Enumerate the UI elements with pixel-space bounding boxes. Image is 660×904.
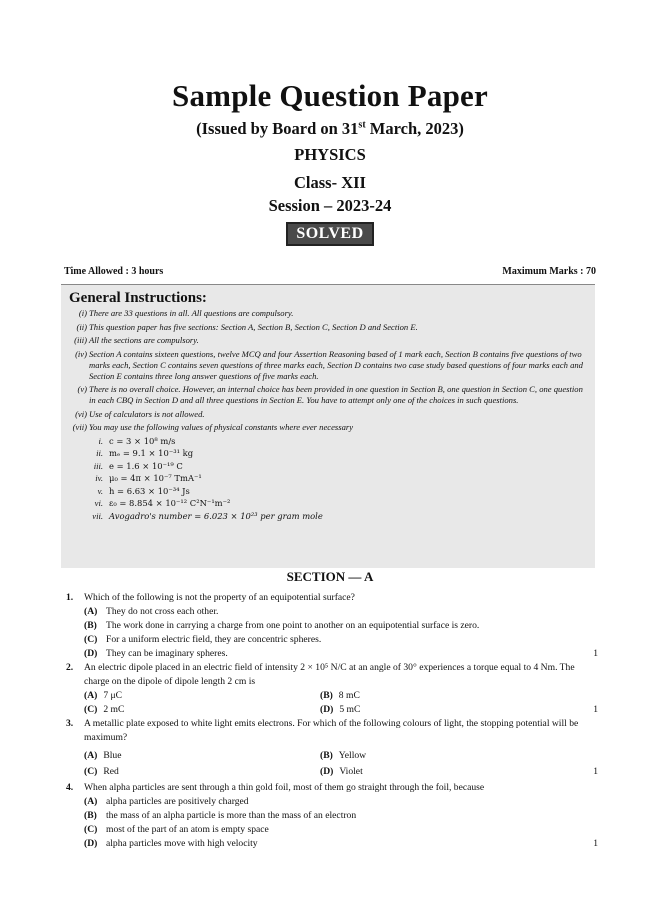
instruction-item bbox=[65, 335, 589, 346]
instruction-number: (ii) bbox=[76, 321, 87, 332]
option-label: (B) bbox=[84, 810, 97, 821]
constant-value: μ₀ = 4π × 10⁻⁷ TmA⁻¹ bbox=[109, 473, 202, 483]
question-text: Which of the following is not the property of an equipotential surface? bbox=[84, 592, 355, 603]
question-2 bbox=[62, 661, 598, 717]
option-b bbox=[320, 749, 366, 763]
exam-meta-row bbox=[64, 266, 596, 280]
constant-item bbox=[89, 448, 589, 461]
page-title: Sample Question Paper bbox=[172, 78, 488, 113]
question-mark: 1 bbox=[593, 766, 598, 777]
subtitle-post: March, 2023) bbox=[365, 119, 464, 138]
instruction-text: There is no overall choice. However, an internal choice has been provided in one question in Section B, one question in Section C, one question in each CBQ in Section D and all three questions in Section E. You have to attempt only one of the choices in such questions. bbox=[89, 384, 583, 405]
option-b bbox=[320, 689, 360, 703]
constant-item bbox=[89, 473, 589, 486]
option-label: (A) bbox=[84, 796, 98, 807]
option-label: (C) bbox=[84, 704, 98, 715]
instruction-item bbox=[65, 422, 589, 433]
section-heading: SECTION — A bbox=[286, 569, 374, 584]
option-label: (A) bbox=[84, 750, 98, 761]
option-a bbox=[84, 795, 598, 809]
solved-badge-wrap bbox=[0, 222, 660, 246]
question-number: 2. bbox=[66, 662, 74, 673]
instruction-text: All the sections are compulsory. bbox=[89, 335, 199, 345]
subtitle-sup: st bbox=[358, 119, 366, 131]
option-d bbox=[320, 703, 360, 717]
general-instructions-box bbox=[61, 284, 595, 568]
instruction-text: Section A contains sixteen questions, twelve MCQ and four Assertion Reasoning based of 1 mark each, Section B contains five questions of two marks each, Section C contains seven questions of three marks each, Section D contains two case study based questions of four marks each and Section E contains three long answer questions of five marks each. bbox=[89, 348, 583, 381]
constant-item bbox=[89, 436, 589, 449]
instruction-number: (v) bbox=[77, 384, 87, 394]
question-4 bbox=[62, 781, 598, 851]
option-row bbox=[84, 689, 598, 703]
question-text: A metallic plate exposed to white light emits electrons. For which of the following colours of light, the stopping potential will be maximum? bbox=[84, 718, 579, 743]
option-text: most of the part of an atom is empty space bbox=[106, 824, 269, 835]
question-number: 4. bbox=[66, 782, 74, 793]
option-c bbox=[84, 765, 119, 779]
subject-heading: PHYSICS bbox=[294, 145, 366, 164]
option-text: 8 mC bbox=[338, 690, 360, 701]
option-row bbox=[84, 703, 598, 717]
option-text: alpha particles are positively charged bbox=[106, 796, 249, 807]
question-mark: 1 bbox=[593, 704, 598, 715]
option-row bbox=[84, 765, 598, 779]
option-text: They do not cross each other. bbox=[106, 606, 219, 617]
question-mark: 1 bbox=[593, 838, 598, 849]
question-3 bbox=[62, 717, 598, 779]
option-label: (C) bbox=[84, 766, 98, 777]
instruction-number: (vii) bbox=[72, 422, 87, 432]
session-heading: Session – 2023-24 bbox=[268, 196, 392, 215]
constant-value: ε₀ = 8.854 × 10⁻¹² C²N⁻¹m⁻² bbox=[109, 498, 231, 508]
instruction-item bbox=[65, 409, 589, 420]
constant-item bbox=[89, 511, 589, 524]
question-mark: 1 bbox=[593, 648, 598, 659]
question-text: An electric dipole placed in an electric field of intensity 2 × 10⁵ N/C at an angle of 30° experiences a torque equal to 4 Nm. The charge on the dipole of dipole length 2 cm is bbox=[84, 662, 575, 687]
instruction-number: (vi) bbox=[75, 408, 87, 419]
constant-number: iv. bbox=[95, 473, 103, 483]
option-a bbox=[84, 689, 122, 703]
option-label: (D) bbox=[84, 648, 98, 659]
option-a bbox=[84, 749, 121, 763]
constant-value: mₑ = 9.1 × 10⁻³¹ kg bbox=[109, 448, 194, 458]
option-c bbox=[84, 823, 598, 837]
constant-item bbox=[89, 486, 589, 499]
option-text: For a uniform electric field, they are concentric spheres. bbox=[106, 634, 322, 645]
constant-number: vii. bbox=[92, 510, 103, 521]
option-row bbox=[84, 749, 598, 763]
option-label: (D) bbox=[84, 838, 98, 849]
instruction-number: (iii) bbox=[74, 335, 87, 345]
option-text: Violet bbox=[339, 766, 363, 777]
option-label: (B) bbox=[84, 620, 97, 631]
class-heading: Class- XII bbox=[294, 173, 366, 192]
option-a bbox=[84, 605, 598, 619]
option-text: 2 mC bbox=[103, 704, 125, 715]
option-text: Blue bbox=[103, 750, 122, 761]
option-d bbox=[84, 837, 598, 851]
constant-value: e = 1.6 × 10⁻¹⁹ C bbox=[109, 460, 183, 471]
option-text: The work done in carrying a charge from one point to another on an equipotential surface is zero. bbox=[106, 620, 480, 631]
option-b bbox=[84, 809, 598, 823]
maximum-marks: Maximum Marks : 70 bbox=[502, 266, 596, 277]
time-allowed: Time Allowed : 3 hours bbox=[64, 266, 164, 277]
option-label: (B) bbox=[320, 750, 333, 761]
option-text: 5 mC bbox=[339, 704, 361, 715]
option-label: (C) bbox=[84, 824, 98, 835]
option-text: Red bbox=[103, 766, 119, 777]
constant-value: Avogadro's number = 6.023 × 10²³ per gram mole bbox=[109, 510, 323, 521]
instruction-item bbox=[65, 322, 589, 333]
constant-number: iii. bbox=[93, 460, 103, 471]
general-instructions-title: General Instructions: bbox=[69, 290, 207, 306]
instruction-item bbox=[65, 308, 589, 319]
instruction-text: You may use the following values of physical constants where ever necessary bbox=[89, 422, 354, 432]
option-text: the mass of an alpha particle is more than the mass of an electron bbox=[106, 810, 357, 821]
option-c bbox=[84, 633, 598, 647]
option-b bbox=[84, 619, 598, 633]
option-text: Yellow bbox=[338, 750, 367, 761]
question-number: 3. bbox=[66, 718, 74, 729]
constant-number: i. bbox=[98, 435, 103, 446]
option-label: (D) bbox=[320, 766, 334, 777]
constant-item bbox=[89, 498, 589, 511]
option-text: 7 μC bbox=[103, 690, 123, 701]
constant-item bbox=[89, 461, 589, 474]
question-1 bbox=[62, 591, 598, 661]
constant-value: c = 3 × 10⁸ m/s bbox=[109, 435, 176, 446]
instructions-list bbox=[65, 308, 589, 523]
instruction-text: There are 33 questions in all. All questions are compulsory. bbox=[89, 308, 294, 318]
option-label: (A) bbox=[84, 606, 98, 617]
constant-number: ii. bbox=[96, 448, 103, 458]
option-c bbox=[84, 703, 124, 717]
constant-number: v. bbox=[97, 485, 103, 496]
option-label: (A) bbox=[84, 690, 98, 701]
question-text: When alpha particles are sent through a thin gold foil, most of them go straight through the foil, because bbox=[84, 782, 485, 793]
option-d bbox=[320, 765, 363, 779]
option-text: They can be imaginary spheres. bbox=[106, 648, 228, 659]
subtitle-pre: (Issued by Board on 31 bbox=[196, 119, 359, 138]
option-label: (C) bbox=[84, 634, 98, 645]
option-label: (D) bbox=[320, 704, 334, 715]
instruction-number: (i) bbox=[78, 308, 87, 318]
constant-number: vi. bbox=[94, 498, 103, 508]
question-number: 1. bbox=[66, 592, 74, 603]
solved-badge: SOLVED bbox=[286, 222, 373, 246]
instruction-text: Use of calculators is not allowed. bbox=[89, 408, 205, 419]
option-d bbox=[84, 647, 598, 661]
issue-subtitle bbox=[0, 119, 660, 139]
constant-value: h = 6.63 × 10⁻³⁴ Js bbox=[109, 485, 190, 496]
questions-area bbox=[62, 591, 598, 851]
option-label: (B) bbox=[320, 690, 333, 701]
instruction-text: This question paper has five sections: Section A, Section B, Section C, Section D and Section E. bbox=[89, 321, 418, 332]
constants-list bbox=[65, 436, 589, 524]
option-text: alpha particles move with high velocity bbox=[106, 838, 258, 849]
instruction-item bbox=[65, 349, 589, 382]
instruction-item bbox=[65, 384, 589, 406]
instruction-number: (iv) bbox=[75, 348, 87, 359]
